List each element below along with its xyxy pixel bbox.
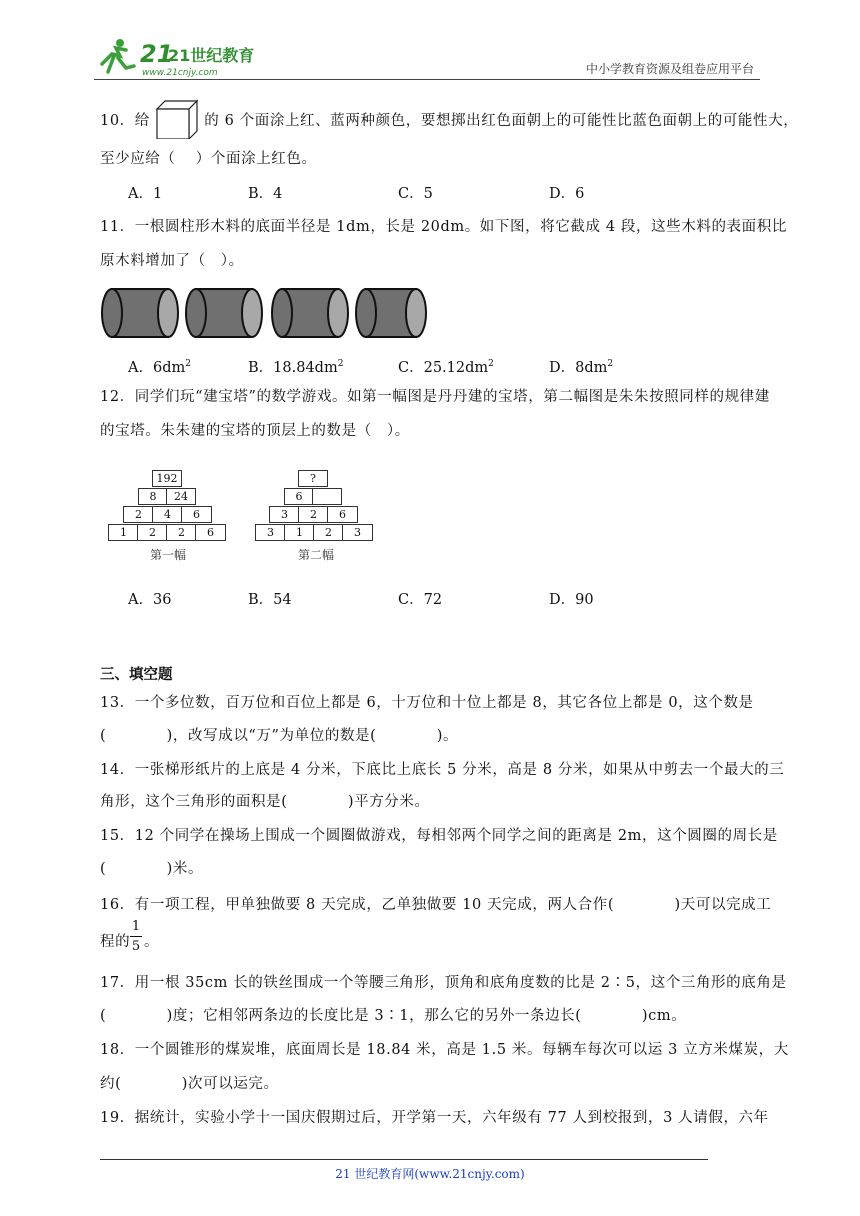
q12-option-c[interactable]: C．72 (398, 592, 443, 608)
svg-text:21: 21 (140, 40, 174, 68)
q11-line1: 11．一根圆柱形木料的底面半径是 1dm，长是 20dm。如下图，将它截成 4 段，这些木料的表面积比 (100, 219, 787, 235)
pyramid-1-caption: 第一幅 (150, 548, 187, 562)
svg-text:21世纪教育: 21世纪教育 (168, 46, 255, 65)
q16-line2-prefix: 程的 (100, 934, 131, 950)
q12-line2: 的宝塔。朱朱建的宝塔的顶层上的数是（ ）。 (100, 423, 410, 439)
header-rule (94, 79, 760, 80)
q11-option-b[interactable]: B．$18.84dm^2$ (248, 359, 344, 376)
q13-line1: 13．一个多位数，百万位和百位上都是 6，十万位和十位上都是 8，其它各位上都是 0，这个数是 (100, 695, 754, 711)
q12-option-d[interactable]: D．90 (549, 592, 594, 608)
q12-option-b[interactable]: B．54 (248, 592, 292, 608)
q12-line1: 12．同学们玩“建宝塔”的数学游戏。如第一幅图是丹丹建的宝塔，第二幅图是朱朱按照同样的规律建 (100, 389, 770, 405)
pyramid-cell: 2 (123, 506, 154, 523)
fraction-bar (130, 936, 142, 937)
fraction-denominator: 5 (131, 939, 141, 954)
cylinder-segment (102, 289, 178, 337)
q10-option-a[interactable]: A．1 (128, 186, 163, 202)
pyramid-cell: 2 (313, 524, 344, 541)
q16-line2-suffix: 。 (144, 934, 160, 950)
pyramid-cell: 4 (152, 506, 183, 523)
platform-name: 中小学教育资源及组卷应用平台 (585, 62, 754, 76)
cylinder-segment (272, 289, 348, 337)
pyramid-cell: 8 (138, 488, 168, 505)
q11-line2: 原木料增加了（ ）。 (100, 253, 244, 269)
q15-line1: 15．12 个同学在操场上围成一个圆圈做游戏，每相邻两个同学之间的距离是 2m，这个圆圈的周长是 (100, 828, 778, 844)
q15-line2: ( )米。 (100, 861, 204, 877)
pyramid-cell: 3 (255, 524, 286, 541)
footer-link[interactable]: 21 世纪教育网(www.21cnjy.com) (335, 1167, 525, 1181)
q13-line2: ( )，改写成以“万”为单位的数是( )。 (100, 728, 459, 744)
q18-line1: 18．一个圆锥形的煤炭堆，底面周长是 18.84 米，高是 1.5 米。每辆车每次可以运 3 立方米煤炭，大 (100, 1042, 789, 1058)
q11-option-c[interactable]: C．$25.12dm^2$ (398, 359, 494, 376)
pyramid-cell: 192 (152, 470, 182, 487)
q17-line2: ( )度；它相邻两条边的长度比是 3∶1，那么它的另外一条边长( )cm。 (100, 1008, 687, 1024)
cylinder-segment (186, 289, 262, 337)
q10-option-c[interactable]: C．5 (398, 186, 433, 202)
q10-line2: 至少应给（ ）个面涂上红色。 (100, 151, 317, 167)
pyramid-cell: 1 (108, 524, 139, 541)
q11-option-d[interactable]: D．$8dm^2$ (549, 359, 614, 376)
pyramid-cell: 2 (137, 524, 168, 541)
q16-line1: 16．有一项工程，甲单独做要 8 天完成，乙单独做要 10 天完成，两人合作( )天可以完成工 (100, 897, 772, 913)
site-logo (94, 34, 266, 80)
q11-option-a[interactable]: A．$6dm^2$ (128, 359, 191, 376)
pyramid-cell: 6 (327, 506, 358, 523)
fraction-numerator: 1 (131, 919, 141, 934)
pyramid-cell: 3 (269, 506, 300, 523)
pyramid-cell: 2 (298, 506, 329, 523)
pyramid-cell: ? (298, 470, 328, 487)
q14-line2: 角形，这个三角形的面积是( )平方分米。 (100, 794, 430, 810)
pyramid-cell: 6 (181, 506, 212, 523)
cube-icon (155, 99, 199, 139)
q19-line1: 19．据统计，实验小学十一国庆假期过后，开学第一天，六年级有 77 人到校报到，3 人请假，六年 (100, 1110, 769, 1126)
q10-option-d[interactable]: D．6 (549, 186, 585, 202)
pyramid-2-caption: 第二幅 (298, 548, 335, 562)
pyramid-cell: 3 (342, 524, 373, 541)
pyramid-cell: 2 (166, 524, 197, 541)
cylinder-segment (356, 289, 426, 337)
q14-line1: 14．一张梯形纸片的上底是 4 分米，下底比上底长 5 分米，高是 8 分米，如果从中剪去一个最大的三 (100, 762, 785, 778)
q10-line1: 10．给 的 6 个面涂上红、蓝两种颜色，要想掷出红色面朝上的可能性比蓝色面朝上的可能性大， (100, 111, 798, 131)
q10-option-b[interactable]: B．4 (248, 186, 283, 202)
q17-line1: 17．用一根 35cm 长的铁丝围成一个等腰三角形，顶角和底角度数的比是 2∶5，这个三角形的底角是 (100, 975, 787, 991)
svg-text:www.21cnjy.com: www.21cnjy.com (142, 68, 218, 78)
pyramid-cell: 1 (284, 524, 315, 541)
section-title: 三、填空题 (100, 667, 173, 683)
cylinder-segments-figure (100, 286, 430, 340)
pyramid-cell (312, 488, 342, 505)
pyramid-cell: 24 (166, 488, 196, 505)
q18-line2: 约( )次可以运完。 (100, 1076, 279, 1092)
pyramid-cell: 6 (195, 524, 226, 541)
q12-option-a[interactable]: A．36 (128, 592, 172, 608)
footer-rule (100, 1159, 708, 1160)
runner-icon (102, 39, 134, 72)
pyramid-cell: 6 (284, 488, 314, 505)
